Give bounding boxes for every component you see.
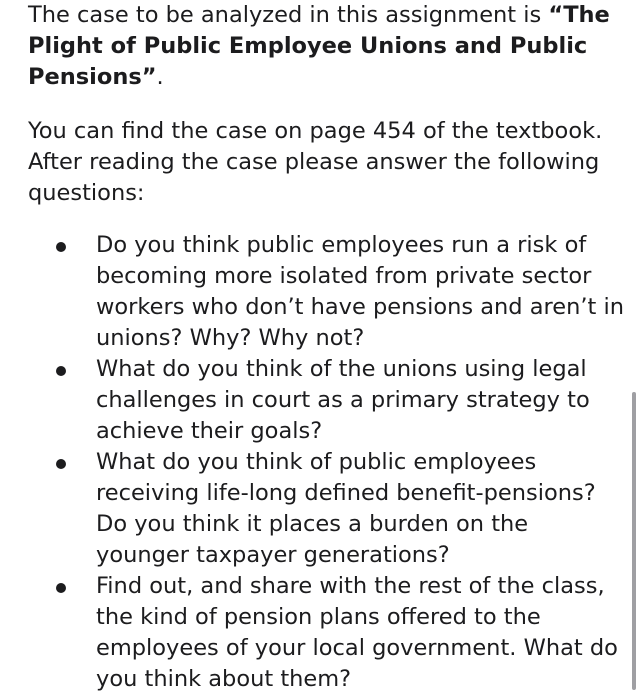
question-item <box>28 571 628 695</box>
instructions-paragraph: You can find the case on page 454 of the textbook. After reading the case please answer the following questions: <box>28 118 603 206</box>
case-title: “The Plight of Public Employee Unions and Public Pensions” <box>28 2 610 90</box>
intro-paragraph <box>28 0 618 93</box>
question-item <box>28 230 628 354</box>
bullet-icon <box>56 459 66 469</box>
question-item <box>28 447 628 571</box>
question-text: Do you think public employees run a risk of becoming more isolated from private sector workers who don’t have pensions and aren’t in unions? Why? Why not? <box>96 232 625 351</box>
questions-list <box>28 230 628 695</box>
bullet-icon <box>56 583 66 593</box>
intro-prefix: The case to be analyzed in this assignment is <box>28 2 549 28</box>
question-text: What do you think of the unions using legal challenges in court as a primary strategy to achieve their goals? <box>96 356 590 444</box>
question-text: Find out, and share with the rest of the class, the kind of pension plans offered to the employees of your local government. What do you think about them? <box>96 573 618 692</box>
question-text: What do you think of public employees receiving life-long defined benefit-pensions? Do you think it places a burden on the younger taxpayer generations? <box>96 449 596 568</box>
intro-suffix: . <box>156 64 164 90</box>
vertical-scrollbar[interactable] <box>632 392 636 690</box>
bullet-icon <box>56 242 66 252</box>
question-item <box>28 354 628 447</box>
bullet-icon <box>56 366 66 376</box>
